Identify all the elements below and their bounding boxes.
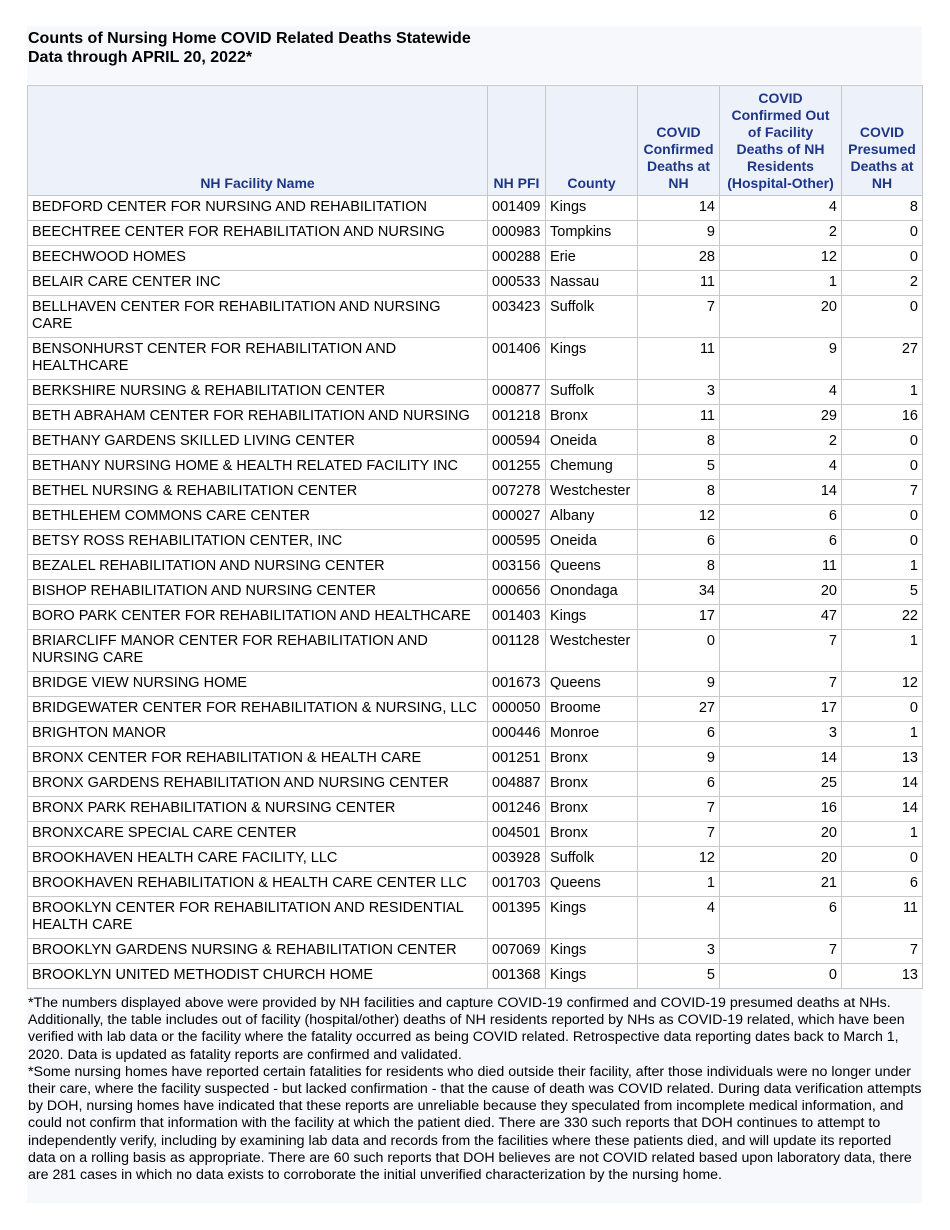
- cell-county: Bronx: [546, 747, 638, 772]
- cell-nh-pfi: 000594: [488, 430, 546, 455]
- cell-out-of-facility-deaths: 6: [720, 505, 842, 530]
- cell-presumed-deaths: 16: [842, 405, 923, 430]
- table-row: [28, 822, 923, 847]
- cell-presumed-deaths: 27: [842, 338, 923, 380]
- cell-presumed-deaths: 13: [842, 747, 923, 772]
- title-line-2: Data through APRIL 20, 2022*: [28, 49, 253, 66]
- cell-facility-name: BETHANY NURSING HOME & HEALTH RELATED FACILITY INC: [28, 455, 488, 480]
- cell-county: Erie: [546, 246, 638, 271]
- cell-facility-name: BRIGHTON MANOR: [28, 722, 488, 747]
- cell-county: Kings: [546, 196, 638, 221]
- table-row: [28, 747, 923, 772]
- cell-nh-pfi: 001409: [488, 196, 546, 221]
- cell-confirmed-deaths: 14: [638, 196, 720, 221]
- cell-facility-name: BROOKLYN CENTER FOR REHABILITATION AND RESIDENTIAL HEALTH CARE: [28, 897, 488, 939]
- cell-presumed-deaths: 1: [842, 722, 923, 747]
- cell-out-of-facility-deaths: 25: [720, 772, 842, 797]
- deaths-table: [27, 85, 923, 989]
- cell-county: Onondaga: [546, 580, 638, 605]
- cell-out-of-facility-deaths: 20: [720, 296, 842, 338]
- table-row: [28, 455, 923, 480]
- table-row: [28, 697, 923, 722]
- cell-nh-pfi: 007069: [488, 939, 546, 964]
- table-row: [28, 246, 923, 271]
- cell-out-of-facility-deaths: 14: [720, 480, 842, 505]
- cell-county: Suffolk: [546, 296, 638, 338]
- table-row: [28, 338, 923, 380]
- cell-presumed-deaths: 5: [842, 580, 923, 605]
- cell-presumed-deaths: 6: [842, 872, 923, 897]
- footnote-1: *The numbers displayed above were provided by NH facilities and capture COVID-19 confirmed and COVID-19 presumed deaths at NHs. Additionally, the table includes out of facility (hospital/other) deaths of NH residents reported by NHs as COVID-19 related, which have been verified with lab data or the facility where the fatality occurred as being COVID related. Retrospective data reporting dates back to March 1, 2020. Data is updated as fatality reports are confirmed and validated.: [28, 995, 905, 1063]
- cell-confirmed-deaths: 11: [638, 271, 720, 296]
- cell-out-of-facility-deaths: 47: [720, 605, 842, 630]
- cell-nh-pfi: 000446: [488, 722, 546, 747]
- cell-county: Bronx: [546, 797, 638, 822]
- cell-nh-pfi: 001703: [488, 872, 546, 897]
- cell-facility-name: BROOKLYN UNITED METHODIST CHURCH HOME: [28, 964, 488, 989]
- table-row: [28, 964, 923, 989]
- cell-facility-name: BRIDGEWATER CENTER FOR REHABILITATION & NURSING, LLC: [28, 697, 488, 722]
- cell-county: Bronx: [546, 772, 638, 797]
- cell-out-of-facility-deaths: 4: [720, 455, 842, 480]
- cell-county: Chemung: [546, 455, 638, 480]
- cell-presumed-deaths: 11: [842, 897, 923, 939]
- cell-nh-pfi: 001673: [488, 672, 546, 697]
- cell-county: Queens: [546, 872, 638, 897]
- cell-county: Westchester: [546, 630, 638, 672]
- cell-facility-name: BETHEL NURSING & REHABILITATION CENTER: [28, 480, 488, 505]
- cell-presumed-deaths: 0: [842, 847, 923, 872]
- title-line-1: Counts of Nursing Home COVID Related Deaths Statewide: [28, 30, 471, 47]
- cell-out-of-facility-deaths: 17: [720, 697, 842, 722]
- table-row: [28, 847, 923, 872]
- cell-nh-pfi: 000877: [488, 380, 546, 405]
- cell-out-of-facility-deaths: 4: [720, 196, 842, 221]
- cell-out-of-facility-deaths: 11: [720, 555, 842, 580]
- cell-facility-name: BEECHTREE CENTER FOR REHABILITATION AND NURSING: [28, 221, 488, 246]
- header-county: County: [546, 86, 638, 196]
- cell-nh-pfi: 001251: [488, 747, 546, 772]
- cell-nh-pfi: 001406: [488, 338, 546, 380]
- cell-confirmed-deaths: 6: [638, 772, 720, 797]
- cell-county: Bronx: [546, 822, 638, 847]
- cell-out-of-facility-deaths: 14: [720, 747, 842, 772]
- cell-out-of-facility-deaths: 9: [720, 338, 842, 380]
- cell-county: Nassau: [546, 271, 638, 296]
- cell-facility-name: BRIDGE VIEW NURSING HOME: [28, 672, 488, 697]
- table-row: [28, 939, 923, 964]
- cell-county: Kings: [546, 897, 638, 939]
- cell-nh-pfi: 001368: [488, 964, 546, 989]
- cell-nh-pfi: 007278: [488, 480, 546, 505]
- header-presumed-deaths: COVID Presumed Deaths at NH: [842, 86, 923, 196]
- cell-confirmed-deaths: 1: [638, 872, 720, 897]
- header-facility-name: NH Facility Name: [28, 86, 488, 196]
- cell-county: Tompkins: [546, 221, 638, 246]
- cell-nh-pfi: 003156: [488, 555, 546, 580]
- cell-out-of-facility-deaths: 20: [720, 847, 842, 872]
- table-row: [28, 722, 923, 747]
- cell-nh-pfi: 003423: [488, 296, 546, 338]
- cell-confirmed-deaths: 8: [638, 430, 720, 455]
- cell-presumed-deaths: 7: [842, 480, 923, 505]
- cell-out-of-facility-deaths: 0: [720, 964, 842, 989]
- cell-facility-name: BETHLEHEM COMMONS CARE CENTER: [28, 505, 488, 530]
- cell-presumed-deaths: 0: [842, 530, 923, 555]
- cell-confirmed-deaths: 7: [638, 296, 720, 338]
- cell-county: Suffolk: [546, 380, 638, 405]
- cell-presumed-deaths: 12: [842, 672, 923, 697]
- cell-confirmed-deaths: 0: [638, 630, 720, 672]
- cell-nh-pfi: 003928: [488, 847, 546, 872]
- cell-county: Oneida: [546, 430, 638, 455]
- cell-confirmed-deaths: 9: [638, 221, 720, 246]
- table-row: [28, 555, 923, 580]
- cell-facility-name: BEDFORD CENTER FOR NURSING AND REHABILITATION: [28, 196, 488, 221]
- cell-facility-name: BROOKLYN GARDENS NURSING & REHABILITATION CENTER: [28, 939, 488, 964]
- table-row: [28, 430, 923, 455]
- footnotes: [27, 989, 922, 1203]
- footnote-2: *Some nursing homes have reported certain fatalities for residents who died outside their facility, after those individuals were no longer under their care, where the facility suspected - but lacked confirmation - that the cause of death was COVID related. During data verification attempts by DOH, nursing homes have indicated that these reports are unreliable because they speculated from incomplete medical information, and could not confirm that information with the facility at which the patient died. There are 330 such reports that DOH continues to attempt to independently verify, including by examining lab data and records from the facilities where these patients died, and will update its reported data on a rolling basis as appropriate. There are 60 such reports that DOH believes are not COVID related based upon laboratory data, there are 281 cases in which no data exists to corroborate the initial unverified characterization by the nursing home.: [28, 1063, 922, 1184]
- table-row: [28, 271, 923, 296]
- cell-facility-name: BROOKHAVEN REHABILITATION & HEALTH CARE CENTER LLC: [28, 872, 488, 897]
- cell-presumed-deaths: 22: [842, 605, 923, 630]
- cell-out-of-facility-deaths: 29: [720, 405, 842, 430]
- table-row: [28, 605, 923, 630]
- cell-facility-name: BORO PARK CENTER FOR REHABILITATION AND HEALTHCARE: [28, 605, 488, 630]
- cell-nh-pfi: 004887: [488, 772, 546, 797]
- cell-presumed-deaths: 0: [842, 505, 923, 530]
- cell-facility-name: BRIARCLIFF MANOR CENTER FOR REHABILITATION AND NURSING CARE: [28, 630, 488, 672]
- cell-nh-pfi: 000027: [488, 505, 546, 530]
- cell-presumed-deaths: 0: [842, 697, 923, 722]
- cell-facility-name: BROOKHAVEN HEALTH CARE FACILITY, LLC: [28, 847, 488, 872]
- cell-out-of-facility-deaths: 20: [720, 580, 842, 605]
- cell-out-of-facility-deaths: 6: [720, 897, 842, 939]
- cell-confirmed-deaths: 6: [638, 722, 720, 747]
- cell-confirmed-deaths: 7: [638, 822, 720, 847]
- cell-confirmed-deaths: 7: [638, 797, 720, 822]
- table-row: [28, 221, 923, 246]
- cell-county: Kings: [546, 939, 638, 964]
- cell-out-of-facility-deaths: 1: [720, 271, 842, 296]
- cell-out-of-facility-deaths: 2: [720, 221, 842, 246]
- cell-out-of-facility-deaths: 6: [720, 530, 842, 555]
- cell-out-of-facility-deaths: 21: [720, 872, 842, 897]
- cell-confirmed-deaths: 8: [638, 555, 720, 580]
- table-row: [28, 405, 923, 430]
- cell-presumed-deaths: 1: [842, 822, 923, 847]
- table-row: [28, 672, 923, 697]
- cell-confirmed-deaths: 6: [638, 530, 720, 555]
- cell-county: Queens: [546, 555, 638, 580]
- cell-nh-pfi: 000983: [488, 221, 546, 246]
- header-confirmed-deaths: COVID Confirmed Deaths at NH: [638, 86, 720, 196]
- cell-out-of-facility-deaths: 2: [720, 430, 842, 455]
- cell-confirmed-deaths: 17: [638, 605, 720, 630]
- cell-nh-pfi: 001255: [488, 455, 546, 480]
- cell-out-of-facility-deaths: 7: [720, 630, 842, 672]
- cell-presumed-deaths: 8: [842, 196, 923, 221]
- cell-confirmed-deaths: 11: [638, 405, 720, 430]
- table-row: [28, 872, 923, 897]
- cell-out-of-facility-deaths: 20: [720, 822, 842, 847]
- cell-county: Kings: [546, 605, 638, 630]
- cell-county: Kings: [546, 964, 638, 989]
- cell-presumed-deaths: 0: [842, 221, 923, 246]
- cell-nh-pfi: 001395: [488, 897, 546, 939]
- table-row: [28, 380, 923, 405]
- table-row: [28, 797, 923, 822]
- header-nh-pfi: NH PFI: [488, 86, 546, 196]
- cell-nh-pfi: 000288: [488, 246, 546, 271]
- cell-facility-name: BEECHWOOD HOMES: [28, 246, 488, 271]
- cell-nh-pfi: 001218: [488, 405, 546, 430]
- cell-facility-name: BISHOP REHABILITATION AND NURSING CENTER: [28, 580, 488, 605]
- cell-county: Oneida: [546, 530, 638, 555]
- cell-out-of-facility-deaths: 7: [720, 672, 842, 697]
- cell-nh-pfi: 004501: [488, 822, 546, 847]
- cell-county: Broome: [546, 697, 638, 722]
- table-row: [28, 196, 923, 221]
- cell-confirmed-deaths: 9: [638, 747, 720, 772]
- cell-county: Kings: [546, 338, 638, 380]
- table-header-row: [28, 86, 923, 196]
- table-row: [28, 897, 923, 939]
- cell-out-of-facility-deaths: 7: [720, 939, 842, 964]
- cell-presumed-deaths: 13: [842, 964, 923, 989]
- table-body: [28, 196, 923, 989]
- cell-presumed-deaths: 7: [842, 939, 923, 964]
- report-title: [27, 26, 922, 84]
- cell-confirmed-deaths: 5: [638, 964, 720, 989]
- cell-confirmed-deaths: 4: [638, 897, 720, 939]
- cell-presumed-deaths: 0: [842, 296, 923, 338]
- cell-presumed-deaths: 14: [842, 797, 923, 822]
- cell-presumed-deaths: 1: [842, 555, 923, 580]
- cell-out-of-facility-deaths: 4: [720, 380, 842, 405]
- cell-county: Monroe: [546, 722, 638, 747]
- cell-facility-name: BEZALEL REHABILITATION AND NURSING CENTER: [28, 555, 488, 580]
- cell-presumed-deaths: 1: [842, 380, 923, 405]
- cell-out-of-facility-deaths: 16: [720, 797, 842, 822]
- table-row: [28, 530, 923, 555]
- cell-county: Bronx: [546, 405, 638, 430]
- cell-nh-pfi: 000656: [488, 580, 546, 605]
- table-row: [28, 480, 923, 505]
- cell-county: Westchester: [546, 480, 638, 505]
- cell-nh-pfi: 001246: [488, 797, 546, 822]
- cell-county: Albany: [546, 505, 638, 530]
- cell-out-of-facility-deaths: 3: [720, 722, 842, 747]
- cell-confirmed-deaths: 12: [638, 505, 720, 530]
- cell-nh-pfi: 000595: [488, 530, 546, 555]
- cell-county: Suffolk: [546, 847, 638, 872]
- cell-facility-name: BENSONHURST CENTER FOR REHABILITATION AND HEALTHCARE: [28, 338, 488, 380]
- cell-confirmed-deaths: 34: [638, 580, 720, 605]
- cell-county: Queens: [546, 672, 638, 697]
- cell-facility-name: BRONX GARDENS REHABILITATION AND NURSING CENTER: [28, 772, 488, 797]
- cell-facility-name: BETHANY GARDENS SKILLED LIVING CENTER: [28, 430, 488, 455]
- cell-nh-pfi: 001403: [488, 605, 546, 630]
- cell-nh-pfi: 000050: [488, 697, 546, 722]
- cell-facility-name: BRONX CENTER FOR REHABILITATION & HEALTH CARE: [28, 747, 488, 772]
- table-row: [28, 296, 923, 338]
- cell-confirmed-deaths: 3: [638, 939, 720, 964]
- cell-confirmed-deaths: 28: [638, 246, 720, 271]
- deaths-table-container: [27, 85, 922, 989]
- cell-confirmed-deaths: 27: [638, 697, 720, 722]
- cell-confirmed-deaths: 3: [638, 380, 720, 405]
- cell-nh-pfi: 001128: [488, 630, 546, 672]
- cell-confirmed-deaths: 5: [638, 455, 720, 480]
- cell-facility-name: BERKSHIRE NURSING & REHABILITATION CENTER: [28, 380, 488, 405]
- cell-presumed-deaths: 14: [842, 772, 923, 797]
- cell-facility-name: BRONXCARE SPECIAL CARE CENTER: [28, 822, 488, 847]
- cell-presumed-deaths: 0: [842, 430, 923, 455]
- cell-facility-name: BRONX PARK REHABILITATION & NURSING CENTER: [28, 797, 488, 822]
- cell-presumed-deaths: 1: [842, 630, 923, 672]
- cell-facility-name: BETH ABRAHAM CENTER FOR REHABILITATION AND NURSING: [28, 405, 488, 430]
- cell-out-of-facility-deaths: 12: [720, 246, 842, 271]
- table-row: [28, 772, 923, 797]
- table-row: [28, 630, 923, 672]
- cell-confirmed-deaths: 12: [638, 847, 720, 872]
- table-row: [28, 505, 923, 530]
- table-row: [28, 580, 923, 605]
- cell-presumed-deaths: 0: [842, 455, 923, 480]
- cell-confirmed-deaths: 8: [638, 480, 720, 505]
- cell-facility-name: BETSY ROSS REHABILITATION CENTER, INC: [28, 530, 488, 555]
- cell-presumed-deaths: 2: [842, 271, 923, 296]
- cell-confirmed-deaths: 11: [638, 338, 720, 380]
- cell-facility-name: BELLHAVEN CENTER FOR REHABILITATION AND NURSING CARE: [28, 296, 488, 338]
- cell-facility-name: BELAIR CARE CENTER INC: [28, 271, 488, 296]
- cell-nh-pfi: 000533: [488, 271, 546, 296]
- header-out-of-facility-deaths: COVID Confirmed Out of Facility Deaths of NH Residents (Hospital-Other): [720, 86, 842, 196]
- cell-presumed-deaths: 0: [842, 246, 923, 271]
- cell-confirmed-deaths: 9: [638, 672, 720, 697]
